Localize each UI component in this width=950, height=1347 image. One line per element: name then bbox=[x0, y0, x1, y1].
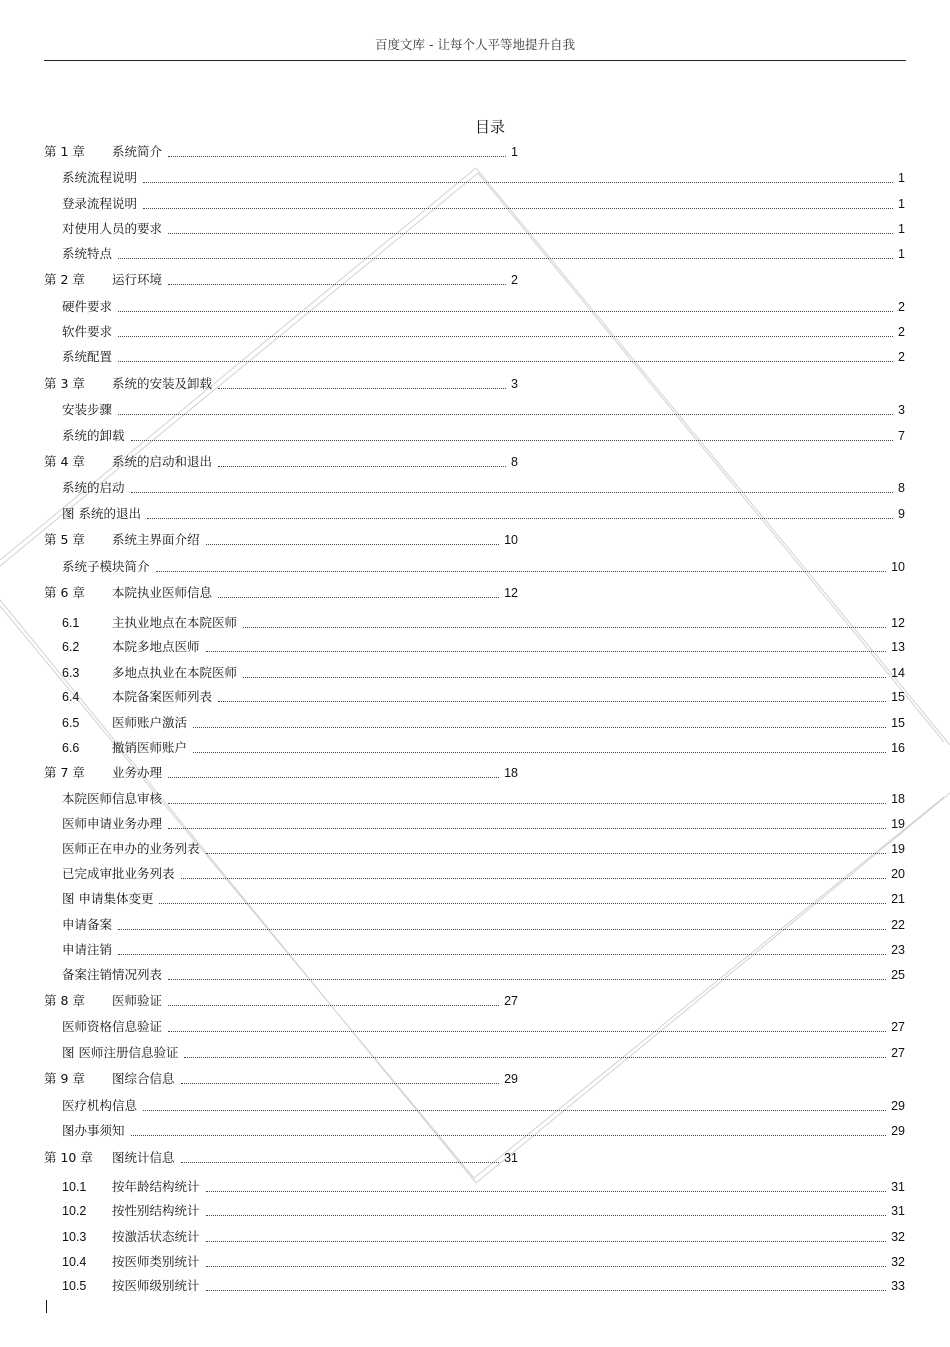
toc-page-number: 10 bbox=[504, 533, 518, 547]
toc-entry-number: 第 6 章 bbox=[44, 585, 85, 600]
toc-section-entry[interactable] bbox=[62, 663, 905, 683]
toc-dot-leader bbox=[168, 979, 886, 980]
toc-dot-leader bbox=[143, 208, 893, 209]
toc-dot-leader bbox=[168, 828, 886, 829]
toc-entry-label: 图 系统的退出 bbox=[62, 506, 141, 521]
toc-section-entry[interactable] bbox=[62, 1227, 905, 1247]
toc-entry-label: 图综合信息 bbox=[112, 1071, 175, 1086]
toc-entry-number: 第 5 章 bbox=[44, 532, 85, 547]
toc-entry-label: 系统的卸载 bbox=[62, 428, 125, 443]
toc-section-entry[interactable] bbox=[62, 1276, 905, 1296]
toc-entry-number: 10.1 bbox=[62, 1180, 87, 1194]
toc-page-number: 25 bbox=[891, 968, 905, 982]
toc-section-entry[interactable] bbox=[62, 789, 905, 809]
toc-section-entry[interactable] bbox=[62, 478, 905, 498]
toc-entry-number: 第 10 章 bbox=[44, 1150, 93, 1165]
toc-entry-number: 第 7 章 bbox=[44, 765, 85, 780]
toc-entry-label: 硬件要求 bbox=[62, 299, 113, 314]
toc-dot-leader bbox=[243, 627, 886, 628]
toc-chapter-entry[interactable] bbox=[44, 1069, 518, 1089]
toc-section-entry[interactable] bbox=[62, 557, 905, 577]
toc-dot-leader bbox=[131, 1135, 887, 1136]
toc-dot-leader bbox=[156, 571, 887, 572]
toc-entry-label: 对使用人员的要求 bbox=[62, 221, 163, 236]
toc-section-entry[interactable] bbox=[62, 687, 905, 707]
toc-entry-number: 10.3 bbox=[62, 1230, 87, 1244]
toc-entry-number: 10.4 bbox=[62, 1255, 87, 1269]
toc-chapter-entry[interactable] bbox=[44, 270, 518, 290]
toc-entry-label: 运行环境 bbox=[112, 272, 163, 287]
toc-entry-label: 系统的安装及卸载 bbox=[112, 376, 213, 391]
toc-page-number: 31 bbox=[891, 1180, 905, 1194]
toc-page-number: 27 bbox=[891, 1020, 905, 1034]
toc-entry-number: 第 4 章 bbox=[44, 454, 85, 469]
toc-entry-number: 第 2 章 bbox=[44, 272, 85, 287]
toc-dot-leader bbox=[206, 1290, 887, 1291]
toc-dot-leader bbox=[243, 677, 886, 678]
toc-entry-number: 第 8 章 bbox=[44, 993, 85, 1008]
toc-entry-label: 系统主界面介绍 bbox=[112, 532, 200, 547]
toc-entry-label: 医师验证 bbox=[112, 993, 163, 1008]
toc-entry-label: 医师资格信息验证 bbox=[62, 1019, 163, 1034]
toc-dot-leader bbox=[118, 954, 886, 955]
toc-section-entry[interactable] bbox=[62, 347, 905, 367]
toc-section-entry[interactable] bbox=[62, 940, 905, 960]
toc-dot-leader bbox=[118, 258, 893, 259]
toc-entry-number: 6.2 bbox=[62, 640, 80, 654]
toc-entry-label: 系统流程说明 bbox=[62, 170, 138, 185]
toc-entry-label: 多地点执业在本院医师 bbox=[112, 665, 238, 680]
toc-entry-number: 6.5 bbox=[62, 716, 80, 730]
toc-dot-leader bbox=[168, 1031, 886, 1032]
toc-section-entry[interactable] bbox=[62, 713, 905, 733]
toc-entry-label: 备案注销情况列表 bbox=[62, 967, 163, 982]
toc-page-number: 8 bbox=[511, 455, 518, 469]
toc-entry-number: 第 1 章 bbox=[44, 144, 85, 159]
toc-dot-leader bbox=[143, 1110, 886, 1111]
toc-dot-leader bbox=[143, 182, 893, 183]
toc-page-number: 2 bbox=[898, 325, 905, 339]
toc-page-number: 2 bbox=[898, 300, 905, 314]
toc-entry-label: 系统简介 bbox=[112, 144, 163, 159]
toc-section-entry[interactable] bbox=[62, 244, 905, 264]
toc-section-entry[interactable] bbox=[62, 864, 905, 884]
toc-section-entry[interactable] bbox=[62, 738, 905, 758]
toc-page-number: 19 bbox=[891, 817, 905, 831]
toc-dot-leader bbox=[218, 597, 499, 598]
toc-dot-leader bbox=[168, 233, 893, 234]
toc-page-number: 27 bbox=[891, 1046, 905, 1060]
toc-section-entry[interactable] bbox=[62, 637, 905, 657]
toc-entry-label: 图 医师注册信息验证 bbox=[62, 1045, 179, 1060]
toc-dot-leader bbox=[118, 361, 893, 362]
toc-entry-number: 第 9 章 bbox=[44, 1071, 85, 1086]
toc-section-entry[interactable] bbox=[62, 297, 905, 317]
toc-entry-label: 申请注销 bbox=[62, 942, 113, 957]
toc-page-number: 18 bbox=[891, 792, 905, 806]
toc-chapter-entry[interactable] bbox=[44, 530, 518, 550]
page-header bbox=[44, 36, 906, 58]
toc-dot-leader bbox=[184, 1057, 886, 1058]
toc-dot-leader bbox=[206, 1215, 887, 1216]
toc-page-number: 32 bbox=[891, 1255, 905, 1269]
toc-entry-label: 本院备案医师列表 bbox=[112, 689, 213, 704]
toc-page-number: 14 bbox=[891, 666, 905, 680]
toc-entry-label: 系统的启动和退出 bbox=[112, 454, 213, 469]
toc-chapter-entry[interactable] bbox=[44, 374, 518, 394]
toc-section-entry[interactable] bbox=[62, 1252, 905, 1272]
toc-entry-label: 医师账户激活 bbox=[112, 715, 188, 730]
toc-section-entry[interactable] bbox=[62, 1043, 905, 1063]
toc-section-entry[interactable] bbox=[62, 426, 905, 446]
toc-chapter-entry[interactable] bbox=[44, 763, 518, 783]
toc-page-number: 31 bbox=[504, 1151, 518, 1165]
toc-section-entry[interactable] bbox=[62, 1017, 905, 1037]
toc-page-number: 31 bbox=[891, 1204, 905, 1218]
toc-dot-leader bbox=[193, 727, 886, 728]
toc-page-number: 1 bbox=[898, 171, 905, 185]
toc-page-number: 13 bbox=[891, 640, 905, 654]
toc-page-number: 7 bbox=[898, 429, 905, 443]
toc-entry-label: 软件要求 bbox=[62, 324, 113, 339]
toc-entry-number: 6.3 bbox=[62, 666, 80, 680]
toc-entry-number: 第 3 章 bbox=[44, 376, 85, 391]
toc-page-number: 20 bbox=[891, 867, 905, 881]
toc-entry-label: 按医师级别统计 bbox=[112, 1278, 200, 1293]
toc-entry-label: 医师正在申办的业务列表 bbox=[62, 841, 200, 856]
header-text: 百度文库 - 让每个人平等地提升自我 bbox=[375, 37, 575, 52]
toc-section-entry[interactable] bbox=[62, 1177, 905, 1197]
toc-dot-leader bbox=[206, 1241, 887, 1242]
toc-page-number: 3 bbox=[511, 377, 518, 391]
toc-entry-number: 10.5 bbox=[62, 1279, 87, 1293]
toc-page-number: 12 bbox=[891, 616, 905, 630]
toc-page-number: 2 bbox=[898, 350, 905, 364]
toc-entry-label: 申请备案 bbox=[62, 917, 113, 932]
toc-dot-leader bbox=[168, 777, 499, 778]
toc-entry-label: 系统的启动 bbox=[62, 480, 125, 495]
toc-page-number: 1 bbox=[511, 145, 518, 159]
toc-entry-label: 已完成审批业务列表 bbox=[62, 866, 175, 881]
toc-entry-label: 本院多地点医师 bbox=[112, 639, 200, 654]
toc-page-number: 32 bbox=[891, 1230, 905, 1244]
toc-page-number: 15 bbox=[891, 690, 905, 704]
toc-entry-number: 6.1 bbox=[62, 616, 80, 630]
toc-dot-leader bbox=[193, 752, 886, 753]
toc-entry-label: 主执业地点在本院医师 bbox=[112, 615, 238, 630]
toc-dot-leader bbox=[147, 518, 893, 519]
toc-chapter-entry[interactable] bbox=[44, 583, 518, 603]
toc-page-number: 1 bbox=[898, 222, 905, 236]
toc-dot-leader bbox=[218, 388, 506, 389]
toc-entry-label: 登录流程说明 bbox=[62, 196, 138, 211]
toc-entry-label: 医师申请业务办理 bbox=[62, 816, 163, 831]
toc-entry-label: 图办事须知 bbox=[62, 1123, 125, 1138]
toc-dot-leader bbox=[206, 1191, 887, 1192]
toc-dot-leader bbox=[118, 414, 893, 415]
toc-section-entry[interactable] bbox=[62, 889, 905, 909]
toc-page-number: 19 bbox=[891, 842, 905, 856]
toc-section-entry[interactable] bbox=[62, 168, 905, 188]
toc-entry-label: 系统配置 bbox=[62, 349, 113, 364]
toc-chapter-entry[interactable] bbox=[44, 991, 518, 1011]
toc-dot-leader bbox=[206, 1266, 887, 1267]
toc-dot-leader bbox=[118, 929, 886, 930]
toc-entry-number: 6.6 bbox=[62, 741, 80, 755]
toc-dot-leader bbox=[168, 1005, 499, 1006]
toc-page-number: 33 bbox=[891, 1279, 905, 1293]
toc-page-number: 29 bbox=[504, 1072, 518, 1086]
toc-section-entry[interactable] bbox=[62, 322, 905, 342]
toc-section-entry[interactable] bbox=[62, 219, 905, 239]
toc-page-number: 23 bbox=[891, 943, 905, 957]
toc-entry-label: 本院医师信息审核 bbox=[62, 791, 163, 806]
toc-section-entry[interactable] bbox=[62, 504, 905, 524]
toc-dot-leader bbox=[181, 878, 887, 879]
toc-dot-leader bbox=[131, 440, 894, 441]
toc-entry-label: 本院执业医师信息 bbox=[112, 585, 213, 600]
toc-section-entry[interactable] bbox=[62, 1121, 905, 1141]
toc-entry-number: 10.2 bbox=[62, 1204, 87, 1218]
toc-entry-label: 撤销医师账户 bbox=[112, 740, 188, 755]
toc-page-number: 29 bbox=[891, 1124, 905, 1138]
toc-entry-label: 医疗机构信息 bbox=[62, 1098, 138, 1113]
toc-entry-label: 系统子模块简介 bbox=[62, 559, 150, 574]
toc-section-entry[interactable] bbox=[62, 839, 905, 859]
toc-page-number: 27 bbox=[504, 994, 518, 1008]
toc-entry-label: 图 申请集体变更 bbox=[62, 891, 154, 906]
toc-page-number: 29 bbox=[891, 1099, 905, 1113]
toc-dot-leader bbox=[118, 311, 893, 312]
toc-page-number: 22 bbox=[891, 918, 905, 932]
toc-entry-label: 按性别结构统计 bbox=[112, 1203, 200, 1218]
text-cursor bbox=[46, 1300, 47, 1313]
toc-page-number: 16 bbox=[891, 741, 905, 755]
toc-dot-leader bbox=[118, 336, 893, 337]
toc-page-number: 18 bbox=[504, 766, 518, 780]
header-divider bbox=[44, 60, 906, 61]
toc-entry-label: 图统计信息 bbox=[112, 1150, 175, 1165]
toc-page-number: 10 bbox=[891, 560, 905, 574]
toc-chapter-entry[interactable] bbox=[44, 452, 518, 472]
toc-section-entry[interactable] bbox=[62, 814, 905, 834]
toc-dot-leader bbox=[168, 156, 506, 157]
toc-page-number: 1 bbox=[898, 247, 905, 261]
toc-chapter-entry[interactable] bbox=[44, 1148, 518, 1168]
toc-section-entry[interactable] bbox=[62, 613, 905, 633]
toc-entry-number: 6.4 bbox=[62, 690, 80, 704]
toc-page-number: 12 bbox=[504, 586, 518, 600]
toc-dot-leader bbox=[159, 903, 886, 904]
toc-chapter-entry[interactable] bbox=[44, 142, 518, 162]
toc-page-number: 3 bbox=[898, 403, 905, 417]
toc-dot-leader bbox=[218, 701, 886, 702]
toc-page-number: 21 bbox=[891, 892, 905, 906]
toc-dot-leader bbox=[131, 492, 894, 493]
toc-dot-leader bbox=[206, 651, 887, 652]
toc-entry-label: 按医师类别统计 bbox=[112, 1254, 200, 1269]
toc-dot-leader bbox=[206, 544, 500, 545]
toc-entry-label: 按年龄结构统计 bbox=[112, 1179, 200, 1194]
toc-dot-leader bbox=[168, 803, 886, 804]
toc-dot-leader bbox=[218, 466, 506, 467]
toc-section-entry[interactable] bbox=[62, 400, 905, 420]
toc-page-number: 1 bbox=[898, 197, 905, 211]
toc-section-entry[interactable] bbox=[62, 1096, 905, 1116]
toc-page-number: 8 bbox=[898, 481, 905, 495]
toc-section-entry[interactable] bbox=[62, 965, 905, 985]
toc-entry-label: 按激活状态统计 bbox=[112, 1229, 200, 1244]
toc-page-number: 15 bbox=[891, 716, 905, 730]
toc-entry-label: 业务办理 bbox=[112, 765, 163, 780]
toc-section-entry[interactable] bbox=[62, 915, 905, 935]
toc-entry-label: 系统特点 bbox=[62, 246, 113, 261]
toc-section-entry[interactable] bbox=[62, 194, 905, 214]
toc-dot-leader bbox=[206, 853, 887, 854]
toc-section-entry[interactable] bbox=[62, 1201, 905, 1221]
toc-page-number: 2 bbox=[511, 273, 518, 287]
toc-page-number: 9 bbox=[898, 507, 905, 521]
toc-title: 目录 bbox=[474, 118, 505, 136]
toc-entry-label: 安装步骤 bbox=[62, 402, 113, 417]
toc-dot-leader bbox=[181, 1162, 500, 1163]
toc-dot-leader bbox=[168, 284, 506, 285]
toc-dot-leader bbox=[181, 1083, 500, 1084]
